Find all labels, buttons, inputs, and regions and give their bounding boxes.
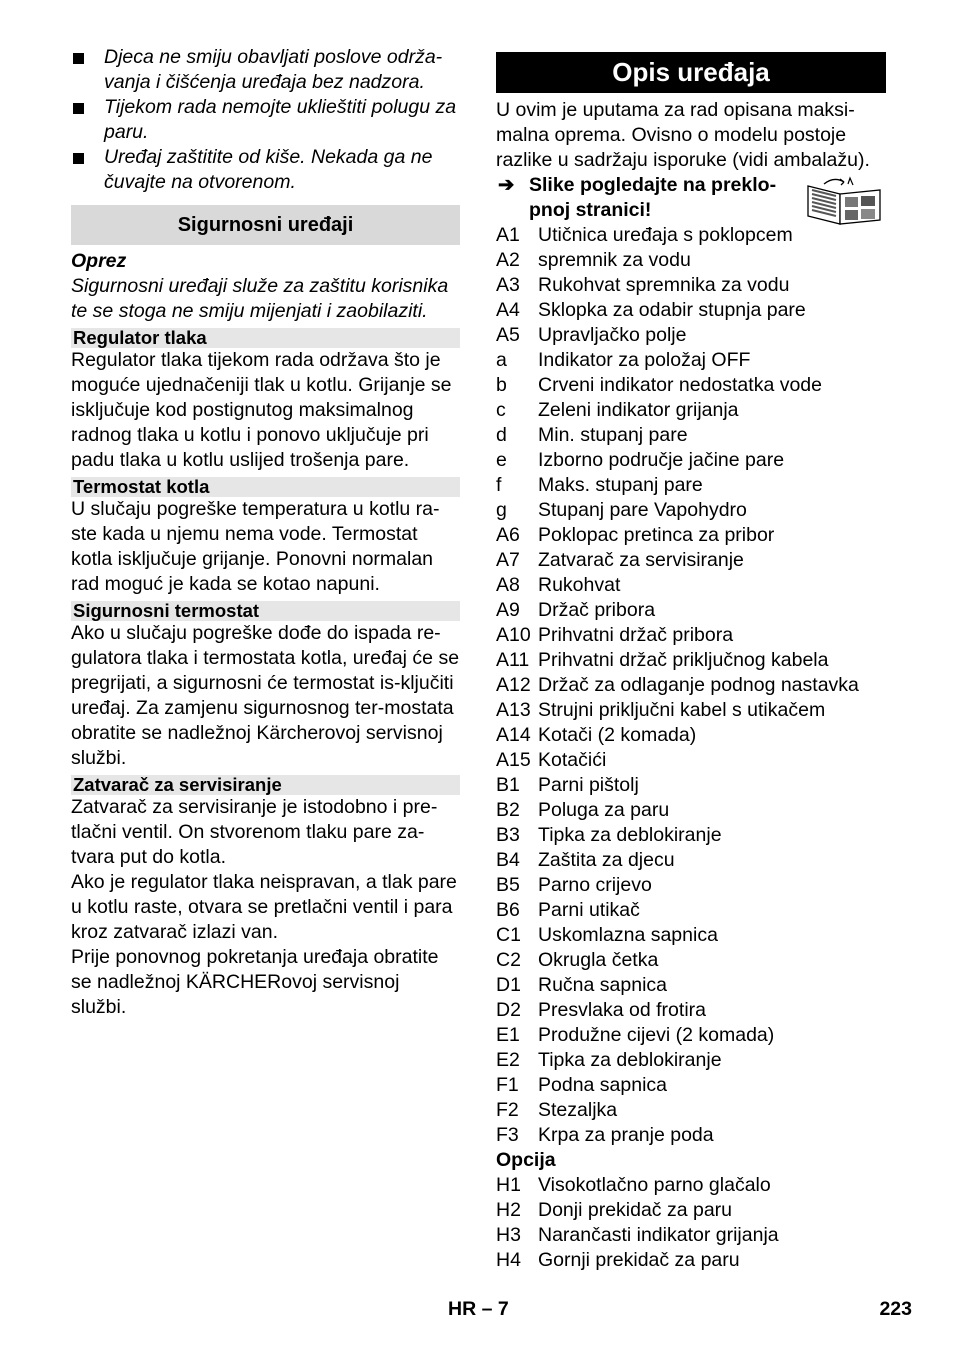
part-label: Kotači (2 komada): [538, 724, 697, 746]
part-code: A4: [496, 299, 520, 321]
part-code: C1: [496, 924, 521, 946]
part-list-item: [496, 698, 886, 723]
part-label: Prihvatni držač priključnog kabela: [538, 649, 829, 671]
paragraph-service-lock-1: Zatvarač za servisiranje je istodobno i pre-tlačni ventil. On stvorenom tlaku pare za-tvara put do kotla.: [71, 796, 438, 868]
warning-text: Tijekom rada nemojte uklieštiti polugu za paru.: [104, 96, 457, 143]
part-code: f: [496, 474, 502, 496]
part-list-item: [496, 1123, 886, 1148]
part-label: Crveni indikator nedostatka vode: [538, 374, 822, 396]
part-list-item: [496, 848, 886, 873]
part-label: spremnik za vodu: [538, 249, 691, 271]
part-label: Tipka za deblokiranje: [538, 1049, 722, 1071]
part-list-item: [496, 548, 886, 573]
device-description-title: Opis uređaja: [496, 52, 886, 93]
part-label: Podna sapnica: [538, 1074, 668, 1096]
part-code: C2: [496, 949, 521, 971]
caution-text: Sigurnosni uređaji služe za zaštitu korisnika te se stoga ne smiju mijenjati i zaobilaziti.: [71, 275, 449, 322]
warning-text: Djeca ne smiju obavljati poslove održa-vanja i čišćenja uređaja bez nadzora.: [104, 46, 443, 93]
fold-out-note-text: Slike pogledajte na preklo-pnoj stranici!: [529, 174, 777, 221]
parts-list: [496, 223, 886, 1148]
part-label: Držač pribora: [538, 599, 656, 621]
part-label: Parni utikač: [538, 899, 640, 921]
part-label: Zaštita za djecu: [538, 849, 675, 871]
part-list-item: [496, 573, 886, 598]
part-label: Presvlaka od frotira: [538, 999, 706, 1021]
part-label: Strujni priključni kabel s utikačem: [538, 699, 826, 721]
part-code: E2: [496, 1049, 520, 1071]
part-list-item: [496, 998, 886, 1023]
warning-item: [71, 45, 460, 95]
part-label: Stezaljka: [538, 1099, 618, 1121]
warning-text: Uređaj zaštitite od kiše. Nekada ga ne čuvajte na otvorenom.: [104, 146, 433, 193]
part-code: H1: [496, 1174, 521, 1196]
warning-item: [71, 145, 460, 195]
part-list-item: [496, 473, 886, 498]
part-list-item: [496, 298, 886, 323]
part-code: A13: [496, 699, 531, 721]
part-list-item: [496, 1248, 886, 1273]
square-bullet-icon: [73, 103, 84, 114]
part-list-item: [496, 773, 886, 798]
part-code: a: [496, 349, 507, 371]
part-list-item: [496, 1073, 886, 1098]
part-label: Držač za odlaganje podnog nastavka: [538, 674, 859, 696]
part-label: Parni pištolj: [538, 774, 639, 796]
caution-title: Oprez: [71, 250, 127, 272]
part-code: A1: [496, 224, 520, 246]
section-heading-safety-devices: Sigurnosni uređaji: [71, 205, 460, 245]
part-code: F2: [496, 1099, 519, 1121]
part-list-item: [496, 598, 886, 623]
part-label: Zeleni indikator grijanja: [538, 399, 739, 421]
part-label: Donji prekidač za paru: [538, 1199, 733, 1221]
part-code: B3: [496, 824, 520, 846]
part-list-item: [496, 323, 886, 348]
part-label: Narančasti indikator grijanja: [538, 1224, 779, 1246]
part-label: Prihvatni držač pribora: [538, 624, 734, 646]
part-list-item: [496, 448, 886, 473]
part-code: A7: [496, 549, 520, 571]
part-list-item: [496, 873, 886, 898]
part-code: B5: [496, 874, 520, 896]
part-code: D1: [496, 974, 521, 996]
part-code: A9: [496, 599, 520, 621]
part-list-item: [496, 823, 886, 848]
part-label: Visokotlačno parno glačalo: [538, 1174, 771, 1196]
intro-paragraph: U ovim je uputama za rad opisana maksi-malna oprema. Ovisno o modelu postoje razlike u sadržaju isporuke (vidi ambalažu).: [496, 99, 870, 171]
part-code: A6: [496, 524, 520, 546]
part-list-item: [496, 1198, 886, 1223]
part-code: d: [496, 424, 507, 446]
square-bullet-icon: [73, 153, 84, 164]
part-label: Upravljačko polje: [538, 324, 687, 346]
part-code: b: [496, 374, 507, 396]
part-code: c: [496, 399, 506, 421]
option-heading: Opcija: [496, 1149, 556, 1171]
part-code: A5: [496, 324, 520, 346]
part-code: A11: [496, 649, 530, 671]
page-number: 223: [879, 1298, 912, 1320]
part-list-item: [496, 498, 886, 523]
part-code: H2: [496, 1199, 521, 1221]
part-label: Parno crijevo: [538, 874, 652, 896]
paragraph-service-lock-3: Prije ponovnog pokretanja uređaja obratite se nadležnoj KÄRCHERovoj servisnoj službi.: [71, 946, 439, 1018]
part-list-item: [496, 523, 886, 548]
part-label: Gornji prekidač za paru: [538, 1249, 740, 1271]
part-code: A15: [496, 749, 531, 771]
part-code: F1: [496, 1074, 519, 1096]
part-list-item: [496, 373, 886, 398]
left-column: [71, 45, 460, 1020]
arrow-right-icon: ➔: [498, 174, 515, 196]
part-list-item: [496, 798, 886, 823]
part-label: Rukohvat spremnika za vodu: [538, 274, 790, 296]
fold-out-note: [496, 173, 799, 223]
part-code: E1: [496, 1024, 520, 1046]
part-code: H3: [496, 1224, 521, 1246]
part-label: Poklopac pretinca za pribor: [538, 524, 775, 546]
part-code: A12: [496, 674, 531, 696]
part-list-item: [496, 348, 886, 373]
subheading-boiler-thermostat: Termostat kotla: [71, 477, 460, 497]
part-list-item: [496, 248, 886, 273]
part-code: e: [496, 449, 507, 471]
warning-item: [71, 95, 460, 145]
part-list-item: [496, 273, 886, 298]
part-list-item: [496, 223, 886, 248]
paragraph-safety-thermostat: Ako u slučaju pogreške dođe do ispada re-gulatora tlaka i termostata kotla, uređaj će se pregrijati, a sigurnosni će termostat is-ključiti uređaj. Za zamjenu sigurnosnog ter-mostata obratite se nadležnoj Kärcherovoj servisnoj službi.: [71, 622, 460, 769]
part-label: Stupanj pare Vapohydro: [538, 499, 747, 521]
paragraph-boiler-thermostat: U slučaju pogreške temperatura u kotlu ra-ste kada u njemu nema vode. Termostat kotla isključuje grijanje. Ponovni normalan rad moguć je kada se kotao napuni.: [71, 498, 440, 595]
part-label: Poluga za paru: [538, 799, 670, 821]
right-column: [496, 52, 886, 1273]
part-label: Utičnica uređaja s poklopcem: [538, 224, 793, 246]
part-list-item: [496, 673, 886, 698]
part-code: B6: [496, 899, 520, 921]
part-list-item: [496, 648, 886, 673]
part-list-item: [496, 723, 886, 748]
part-list-item: [496, 973, 886, 998]
warning-list: [71, 45, 460, 195]
part-code: A3: [496, 274, 520, 296]
part-code: B4: [496, 849, 520, 871]
part-list-item: [496, 1023, 886, 1048]
part-label: Indikator za položaj OFF: [538, 349, 751, 371]
part-label: Uskomlazna sapnica: [538, 924, 718, 946]
square-bullet-icon: [73, 53, 84, 64]
part-code: g: [496, 499, 507, 521]
part-label: Okrugla četka: [538, 949, 659, 971]
paragraph-service-lock-2: Ako je regulator tlaka neispravan, a tlak pare u kotlu raste, otvara se pretlačni ventil i para kroz zatvarač izlazi van.: [71, 871, 457, 943]
part-list-item: [496, 1048, 886, 1073]
part-label: Tipka za deblokiranje: [538, 824, 722, 846]
part-code: A2: [496, 249, 520, 271]
book-icon: [804, 176, 884, 226]
part-label: Maks. stupanj pare: [538, 474, 703, 496]
part-list-item: [496, 748, 886, 773]
part-list-item: [496, 623, 886, 648]
page-footer-section: HR – 7: [448, 1298, 509, 1320]
part-label: Kotačići: [538, 749, 607, 771]
part-code: B1: [496, 774, 520, 796]
part-code: D2: [496, 999, 521, 1021]
part-label: Ručna sapnica: [538, 974, 667, 996]
option-parts-list: [496, 1173, 886, 1273]
part-list-item: [496, 923, 886, 948]
part-code: A8: [496, 574, 520, 596]
part-code: A14: [496, 724, 531, 746]
part-label: Rukohvat: [538, 574, 621, 596]
part-list-item: [496, 423, 886, 448]
part-label: Zatvarač za servisiranje: [538, 549, 744, 571]
part-label: Sklopka za odabir stupnja pare: [538, 299, 806, 321]
part-list-item: [496, 898, 886, 923]
part-list-item: [496, 1223, 886, 1248]
paragraph-pressure-regulator: Regulator tlaka tijekom rada održava što je moguće ujednačeniji tlak u kotlu. Grijanje se isključuje kod postignutog maksimalnog radnog tlaka u kotlu i ponovo uključuje pri padu tlaka u kotlu uslijed trošenja pare.: [71, 349, 452, 471]
part-label: Izborno područje jačine pare: [538, 449, 785, 471]
part-list-item: [496, 1173, 886, 1198]
part-label: Krpa za pranje poda: [538, 1124, 714, 1146]
part-list-item: [496, 948, 886, 973]
part-list-item: [496, 1098, 886, 1123]
subheading-safety-thermostat: Sigurnosni termostat: [71, 601, 460, 621]
part-list-item: [496, 398, 886, 423]
part-code: A10: [496, 624, 531, 646]
part-label: Produžne cijevi (2 komada): [538, 1024, 775, 1046]
part-code: B2: [496, 799, 520, 821]
part-label: Min. stupanj pare: [538, 424, 688, 446]
part-code: F3: [496, 1124, 519, 1146]
part-code: H4: [496, 1249, 521, 1271]
subheading-service-lock: Zatvarač za servisiranje: [71, 775, 460, 795]
subheading-pressure-regulator: Regulator tlaka: [71, 328, 460, 348]
